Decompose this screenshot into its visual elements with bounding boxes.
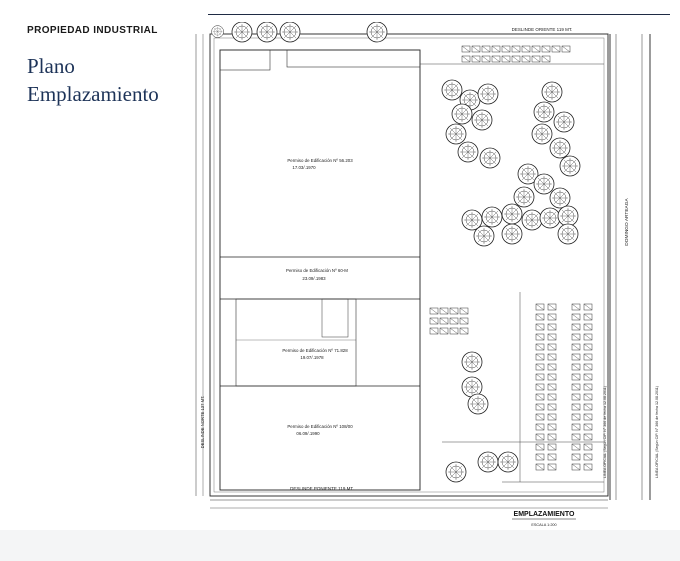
permit-4-label: Permiso de Edificación Nº 108/00 [287, 424, 353, 429]
deslinde-poniente-label: DESLINDE PONIENTE 119 MT. [290, 486, 354, 491]
trees-top [212, 22, 387, 42]
street-label: DOMINGO ARTEAGA [625, 198, 630, 246]
page-title [27, 52, 159, 108]
header-rule [208, 14, 670, 15]
parking-top [462, 46, 570, 62]
site-plan [172, 22, 670, 530]
plan-scale: ESCALA 1:200 [531, 523, 557, 527]
permit-4-date: 06.09/.1990 [296, 431, 320, 436]
permit-3-label: Permiso de Edificación Nº 71.828 [282, 348, 348, 353]
linea-oficial-1: LINEA OFICIAL (Según CIP. N° 366 de fecha 12.08.2011) [603, 386, 607, 478]
linea-oficial-2: LINEA OFICIAL (Según CIP. N° 366 de fecha 12.08.2011) [655, 386, 659, 478]
permit-2-label: Permiso de Edificación Nº 60-M [286, 268, 348, 273]
parking-columns [536, 304, 592, 470]
deslinde-oriente-label: DESLINDE ORIENTE 119 MT. [511, 27, 573, 32]
deslinde-norte-label: DESLINDE NORTE 137 MT. [200, 395, 205, 449]
plan-title: EMPLAZAMIENTO [513, 511, 575, 518]
trees-garden [442, 80, 580, 482]
loading-ramp [430, 308, 468, 334]
page-title-line2: Emplazamiento [27, 82, 159, 106]
permit-1-label: Permiso de Edificación Nº 56.203 [287, 158, 353, 163]
permit-3-date: 19.07/.1978 [300, 355, 324, 360]
page-title-line1: Plano [27, 54, 75, 78]
footer-bar [0, 530, 680, 561]
section-label: PROPIEDAD INDUSTRIAL [27, 25, 158, 36]
permit-2-date: 23.09/.1983 [302, 276, 326, 281]
permit-1-date: 17.03/.1970 [292, 165, 316, 170]
